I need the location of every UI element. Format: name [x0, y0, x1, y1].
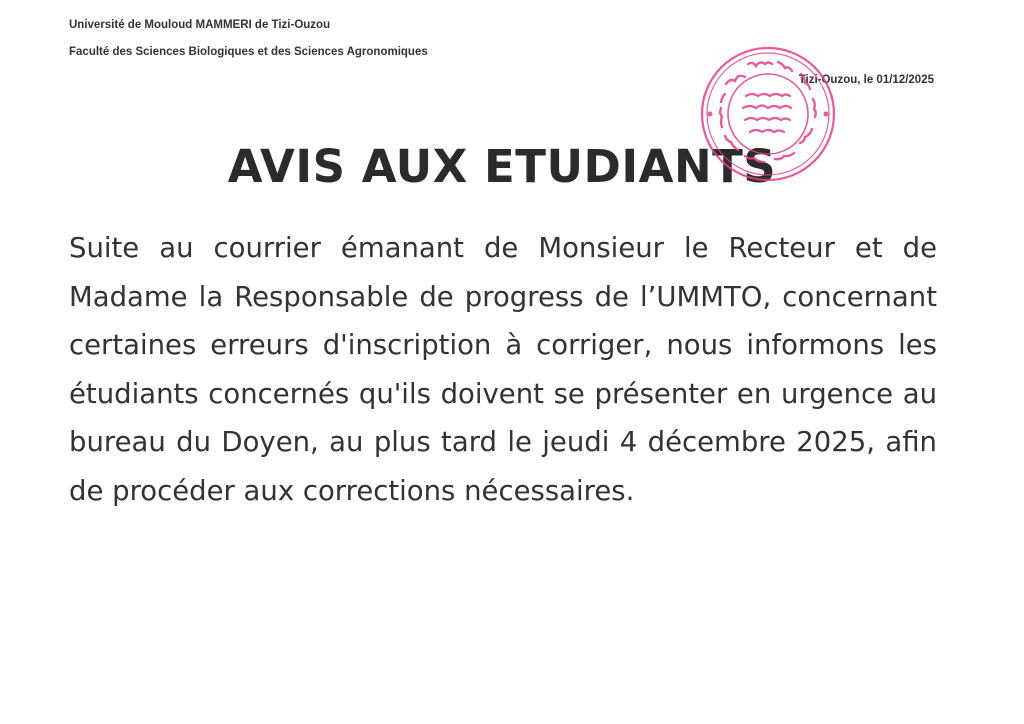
notice-body-text: Suite au courrier émanant de Monsieur le Recteur et de Madame la Responsable de progress de l’UMMTO, concernant certaines erreurs d'inscription à corriger, nous informons les étudiants concernés qu'ils doivent se présenter en urgence au bureau du Doyen, au plus tard le jeudi 4 décembre 2025, afin de procéder aux corrections nécessaires. [69, 232, 937, 507]
university-name: Université de Mouloud MAMMERI de Tizi-Ouzou [69, 19, 331, 31]
official-stamp-icon [698, 44, 838, 184]
notice-title: AVIS AUX ETUDIANTS [227, 140, 777, 193]
place-and-date: Tizi-Ouzou, le 01/12/2025 [798, 74, 934, 86]
faculty-name: Faculté des Sciences Biologiques et des Sciences Agronomiques [69, 46, 428, 58]
